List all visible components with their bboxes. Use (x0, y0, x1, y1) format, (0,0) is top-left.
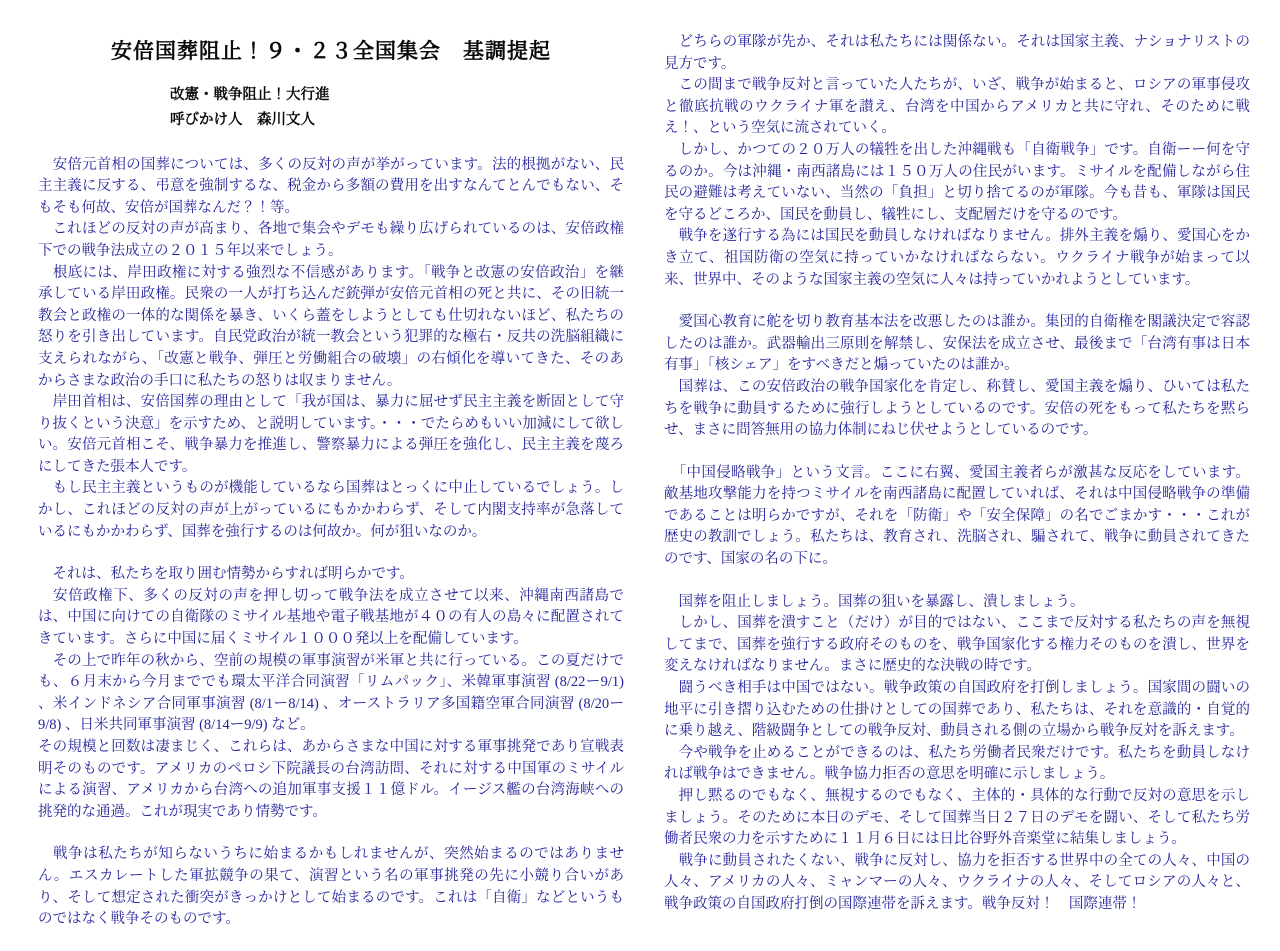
paragraph: その上で昨年の秋から、空前の規模の軍事演習が米軍と共に行っている。この夏だけでも、６月末から今月まででも環太平洋合同演習「リムパック」、米韓軍事演習 (8/22ー9/1) 、米インドネシア合同軍事演習 (8/1ー8/14) 、オーストラリア多国籍空軍合同演習 (8/20ー9/8) 、日米共同軍事演習 (8/14ー9/9) など。 (38, 652, 624, 734)
paragraph: 戦争に動員されたくない、戦争に反対し、協力を拒否する世界中の全ての人々、中国の人々、アメリカの人々、ミャンマーの人々、ウクライナの人々、そしてロシアの人々と、戦争政策の自国政府打倒の国際連帯を訴えます。戦争反対！ 国際連帯！ (664, 852, 1250, 912)
paragraph: 押し黙るのでもなく、無視するのでもなく、主体的・具体的な行動で反対の意思を示しましょう。そのために本日のデモ、そして国葬当日２７日のデモを闘い、そして私たち労働者民衆の力を示すために１１月６日には日比谷野外音楽堂に結集しましょう。 (664, 788, 1250, 848)
subtitle-campaign: 改憲・戦争阻止！大行進 (170, 87, 330, 104)
paragraph: 愛国心教育に舵を切り教育基本法を改悪したのは誰か。集団的自衛権を閣議決定で容認したのは誰か。武器輸出三原則を解禁し、安保法を成立させ、最後まで「台湾有事は日本有事」「核シェア」をすべきだと煽っていたのは誰か。 (664, 314, 1250, 374)
paragraph: 根底には、岸田政権に対する強烈な不信感があります。「戦争と改憲の安倍政治」を継承している岸田政権。民衆の一人が打ち込んだ銃弾が安倍元首相の死と共に、その旧統一教会と政権の一体的な関係を暴き、いくら蓋をしようとしても仕切れないほど、私たちの怒りを引き出しています。自民党政治が統一教会という犯罪的な極右・反共の洗脳組織に支えられながら、「改憲と戦争、弾圧と労働組合の破壊」の右傾化を導いてきた、そのあからさまな政治の手口に私たちの怒りは収まりません。 (38, 264, 624, 389)
paragraph: 安倍政権下、多くの反対の声を押し切って戦争法を成立させて以来、沖縄南西諸島では、中国に向けての自衛隊のミサイル基地や電子戦基地が４０の有人の島々に配置されてきています。さらに中国に届くミサイル１０００発以上を配備しています。 (38, 587, 624, 648)
paragraph: この間まで戦争反対と言っていた人たちが、いざ、戦争が始まると、ロシアの軍事侵攻と徹底抗戦のウクライナ軍を讃え、台湾を中国からアメリカと共に守れ、そのために戦え！、という空気に流されていく。 (664, 77, 1250, 137)
paragraph: 岸田首相は、安倍国葬の理由として「我が国は、暴力に屈せず民主主義を断固として守り抜くという決意」を示すため、と説明しています。・・・でたらめもいい加減にして欲しい。安倍元首相こそ、戦争暴力を推進し、警察暴力による弾圧を強化し、民主主義を蔑ろにしてきた張本人です。 (38, 394, 624, 475)
subtitle-caller: 呼びかけ人 森川文人 (170, 111, 315, 128)
paragraph: 闘うべき相手は中国ではない。戦争政策の自国政府を打倒しましょう。国家間の闘いの地平に引き摺り込むための仕掛けとしての国葬であり、私たちは、それを意識的・自覚的に乗り越え、階級闘争としての戦争反対、動員される側の立場から戦争反対を訴えます。 (664, 680, 1250, 740)
paragraph: 国葬は、この安倍政治の戦争国家化を肯定し、称賛し、愛国主義を煽り、ひいては私たちを戦争に動員するために強行しようとしているのです。安倍の死をもって私たちを黙らせ、まさに問答無用の協力体制にねじ伏せようとしているのです。 (664, 378, 1250, 439)
document-title: 安倍国葬阻止！９・２３全国集会 基調提起 (111, 39, 551, 63)
paragraph: 戦争は私たちが知らないうちに始まるかもしれませんが、突然始まるのではありません。エスカレートした軍拡競争の果て、演習という名の軍事挑発の先に小競り合いがあり、そして想定された衝突がきっかけとして始まるのです。これは「自衛」などというものではなく戦争そのものです。 (38, 846, 624, 928)
paragraph: 今や戦争を止めることができるのは、私たち労働者民衆だけです。私たちを動員しなければ戦争はできません。戦争協力拒否の意思を明確に示しましょう。 (664, 744, 1250, 783)
paragraph: しかし、国葬を潰すこと（だけ）が目的ではない、ここまで反対する私たちの声を無視してまで、国葬を強行する政府そのものを、戦争国家化する権力そのものを潰し、世界を変えなければなりません。まさに歴史的な決戦の時です。 (664, 615, 1250, 675)
paragraph: 安倍元首相の国葬については、多くの反対の声が挙がっています。法的根拠がない、民主主義に反する、弔意を強制するな、税金から多額の費用を出すなんてとんでもない、そもそも何故、安倍が国葬なんだ？！等。 (38, 156, 624, 216)
paragraph: もし民主主義というものが機能しているなら国葬はとっくに中止しているでしょう。しかし、これほどの反対の声が上がっているにもかかわらず、そして内閣支持率が急落しているにもかかわらず、国葬を強行するのは何故か。何が狙いなのか。 (38, 480, 624, 540)
right-column (664, 28, 1250, 931)
document-subtitle (170, 83, 624, 132)
paragraph: 戦争を遂行する為には国民を動員しなければなりません。排外主義を煽り、愛国心をかき立て、祖国防衛の空気に持っていかなければならない。ウクライナ戦争が始まって以来、世界中、そのような国家主義の空気に人々は持っていかれようとしています。 (664, 228, 1250, 288)
paragraph: これほどの反対の声が高まり、各地で集会やデモも繰り広げられているのは、安倍政権下での戦争法成立の２０１５年以来でしょう。 (38, 221, 624, 259)
paragraph: どちらの軍隊が先か、それは私たちには関係ない。それは国家主義、ナショナリストの見方です。 (664, 34, 1250, 72)
paragraph: それは、私たちを取り囲む情勢からすれば明らかです。 (38, 566, 414, 583)
left-column (38, 28, 624, 931)
paragraph: その規模と回数は凄まじく、これらは、あからさまな中国に対する軍事挑発であり宣戦表明そのものです。アメリカのペロシ下院議長の台湾訪問、それに対する中国軍のミサイルによる演習、アメリカから台湾への追加軍事支援１１億ドル。イージス艦の台湾海峡への挑発的な通過。これが現実であり情勢です。 (38, 739, 624, 820)
paragraph: しかし、かつての２０万人の犠牲を出した沖縄戦も「自衛戦争」です。自衛ーー何を守るのか。今は沖縄・南西諸島には１５０万人の住民がいます。ミサイルを配備しながら住民の避難は考えていない、当然の「負担」と切り捨てるのが軍隊。今も昔も、軍隊は国民を守るどころか、国民を動員し、犠牲にし、支配層だけを守るのです。 (664, 141, 1250, 223)
paragraph: 「中国侵略戦争」という文言。ここに右翼、愛国主義者らが激甚な反応をしています。敵基地攻撃能力を持つミサイルを南西諸島に配置していれば、それは中国侵略戦争の準備であることは明らかですが、それを「防衛」や「安全保障」の名でごまかす・・・これが歴史の教訓でしょう。私たちは、教育され、洗脳され、騙されて、戦争に動員されてきたのです、国家の名の下に。 (664, 464, 1250, 568)
paragraph: 国葬を阻止しましょう。国葬の狙いを暴露し、潰しましょう。 (664, 593, 1085, 610)
